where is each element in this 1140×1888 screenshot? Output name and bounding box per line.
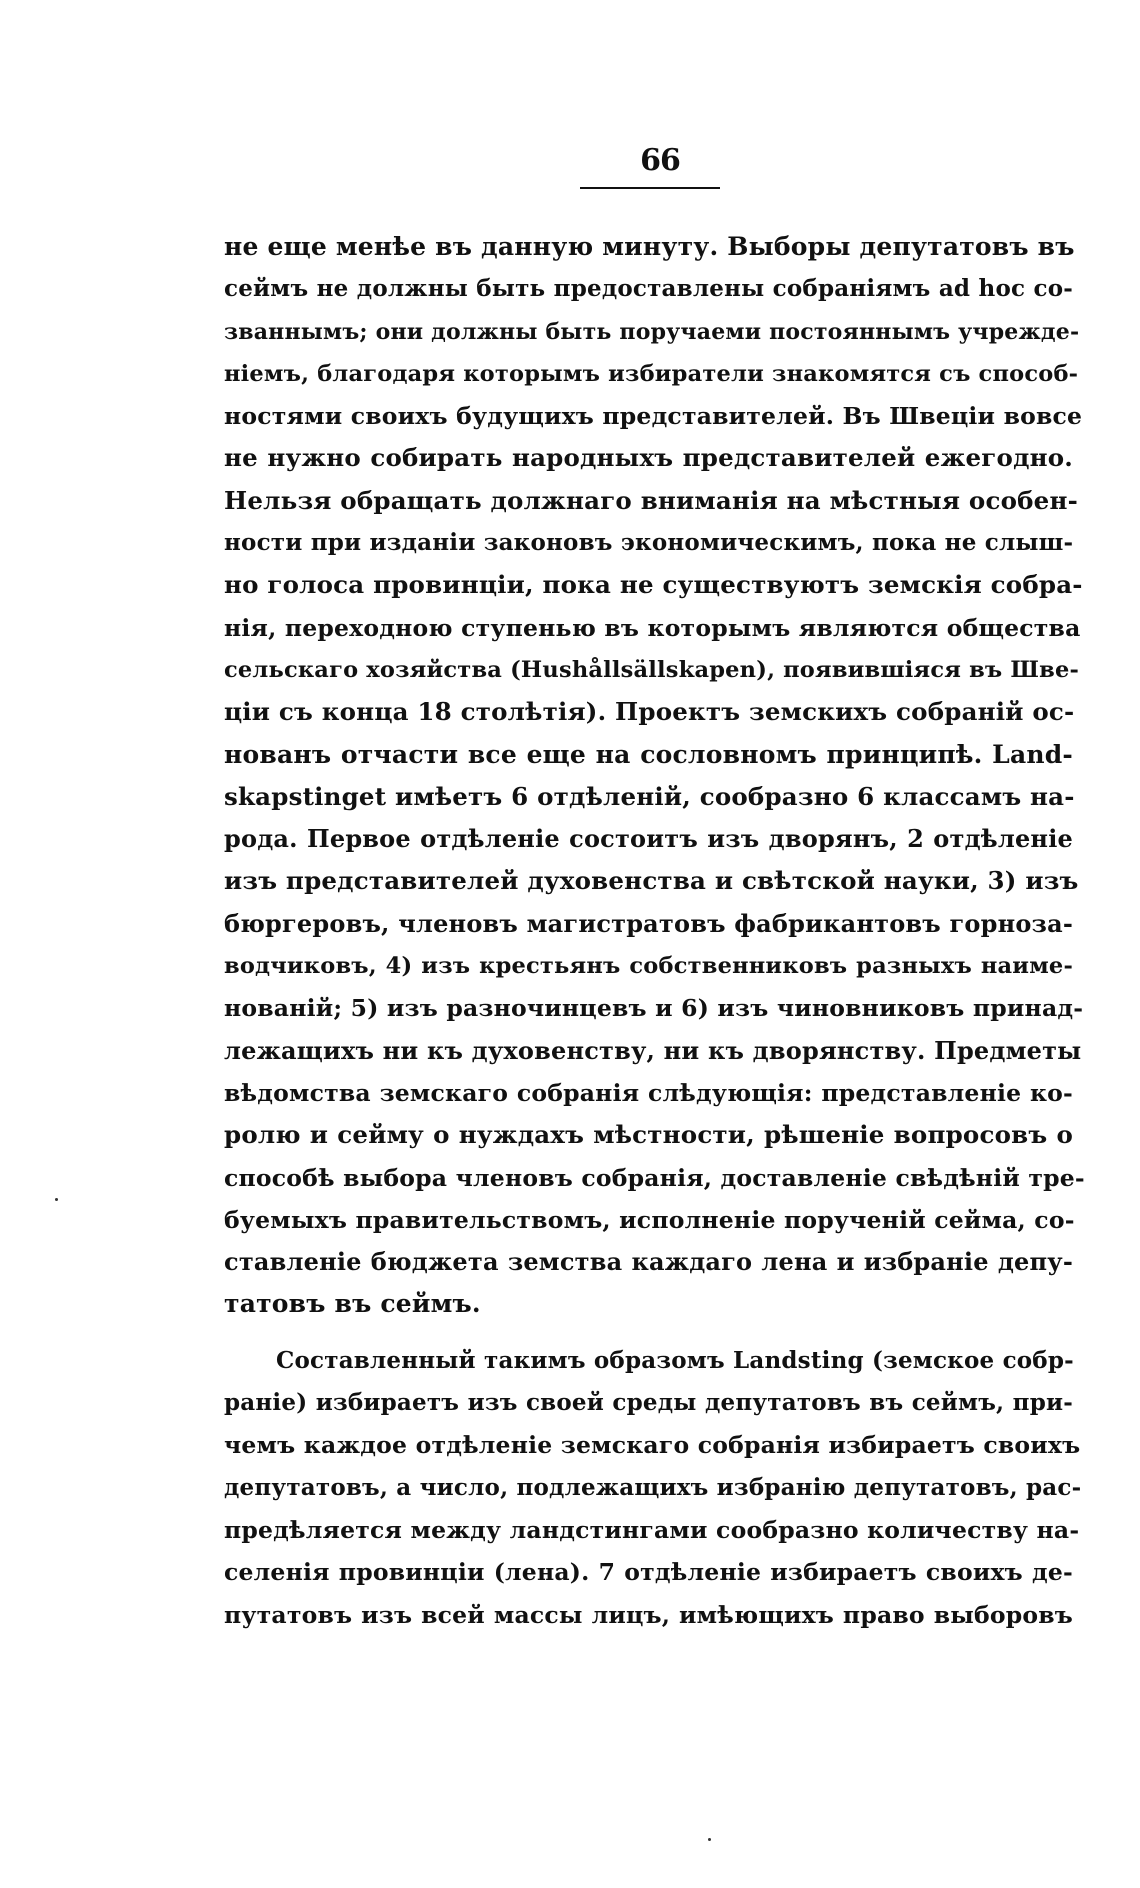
text-line: не нужно собирать народныхъ представителей ежегодно. (224, 443, 1073, 473)
text-line: предѣляется между ландстингами сообразно количеству на- (224, 1515, 1080, 1544)
text-line: татовъ въ сеймъ. (224, 1289, 481, 1319)
text-line: чемъ каждое отдѣленіе земскаго собранія избираетъ своихъ (224, 1431, 1081, 1460)
text-line: вѣдомства земскаго собранія слѣдующія: представленіе ко- (224, 1078, 1073, 1107)
text-line: Нельзя обращать должнаго вниманія на мѣстныя особен- (224, 485, 1078, 515)
text-line: Составленный такимъ образомъ Landsting (земское собр- (276, 1346, 1074, 1374)
text-line: ности при изданіи законовъ экономическимъ, пока не слыш- (224, 529, 1074, 557)
text-line: селенія провинціи (лена). 7 отдѣленіе избираетъ своихъ де- (224, 1558, 1073, 1587)
text-line: бюргеровъ, членовъ магистратовъ фабрикантовъ горнoза- (224, 908, 1073, 938)
text-line: буемыхъ правительствомъ, исполненіе порученій сейма, со- (224, 1205, 1075, 1234)
scan-speck (708, 1838, 711, 1841)
text-line: skapstinget имѣетъ 6 отдѣленій, сообразно 6 классамъ на- (224, 781, 1075, 811)
text-line: лежащихъ ни къ духовенству, ни къ дворянству. Предметы (224, 1035, 1082, 1065)
text-line: званнымъ; они должны быть поручаеми постояннымъ учрежде- (224, 318, 1080, 345)
text-line: сеймъ не должны быть предоставлены собраніямъ ad hoc со- (224, 275, 1073, 303)
text-line: ніемъ, благодаря которымъ избиратели знакомятся съ способ- (224, 360, 1079, 387)
text-line: изъ представителей духовенства и свѣтской науки, 3) изъ (224, 866, 1079, 896)
body-text (224, 226, 1085, 1636)
text-line: водчиковъ, 4) изъ крестьянъ собственниковъ разныхъ наиме- (224, 953, 1073, 980)
paragraph-2 (224, 1340, 1082, 1636)
text-line: нія, переходною ступенью въ которымъ являются общества (224, 613, 1081, 642)
text-line: ролю и сейму о нуждахъ мѣстности, рѣшеніе вопросовъ о (224, 1120, 1073, 1150)
text-line: ціи съ конца 18 столѣтія). Проектъ земскихъ собраній ос- (224, 697, 1075, 727)
text-line: рода. Первое отдѣленіе состоитъ изъ дворянъ, 2 отдѣленіе (224, 824, 1073, 854)
text-line: раніе) избираетъ изъ своей среды депутатовъ въ сеймъ, при- (224, 1389, 1073, 1417)
text-line: путатовъ изъ всей массы лицъ, имѣющихъ право выборовъ (224, 1600, 1073, 1629)
text-line: нованій; 5) изъ разночинцевъ и 6) изъ чиновниковъ принад- (224, 994, 1084, 1023)
scan-speck (55, 1198, 58, 1201)
text-line: способѣ выбора членовъ собранія, доставленіе свѣдѣній тре- (224, 1163, 1085, 1192)
text-line: не еще менѣе въ данную минуту. Выборы депутатовъ въ (224, 232, 1075, 261)
text-line: депутатовъ, а число, подлежащихъ избранію депутатовъ, рас- (224, 1473, 1082, 1501)
text-line: но голоса провинціи, пока не существуютъ земскія собра- (224, 570, 1083, 600)
text-line: нованъ отчасти все еще на сословномъ принципѣ. Land- (224, 739, 1073, 769)
text-line: сельскаго хозяйства (Hushållsällskapen), появившіяся въ Шве- (224, 656, 1080, 683)
paragraph-1 (224, 226, 1085, 1326)
paragraph-gap (224, 1326, 1073, 1340)
header-rule (580, 187, 720, 189)
text-line: ставленіе бюджета земства каждаго лена и избраніе депу- (224, 1247, 1073, 1277)
page-number: 66 (640, 143, 680, 178)
text-line: ностями своихъ будущихъ представителей. Въ Швеціи вовсе (224, 402, 1083, 431)
